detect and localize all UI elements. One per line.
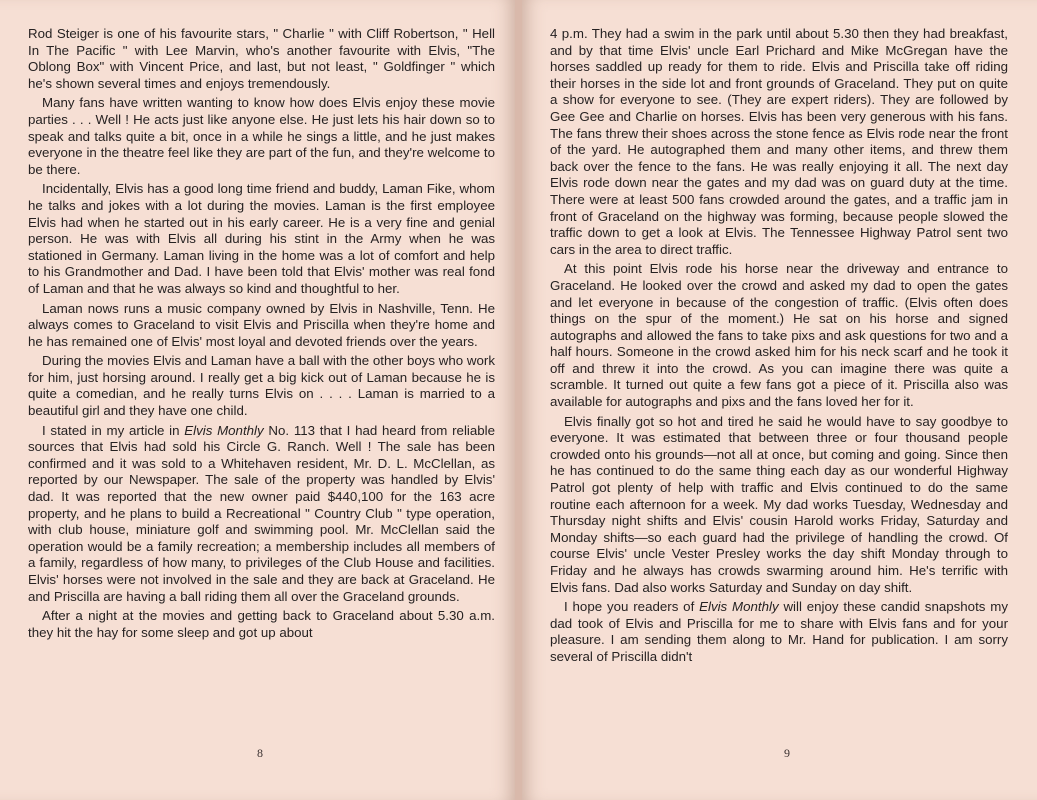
text-run: I hope you readers of (564, 599, 700, 615)
left-page (0, 0, 515, 800)
text-run: Laman nows runs a music company owned by Elvis in Nashville, Tenn. He always comes to Graceland to visit Elvis and Priscilla when they're home and he has remained one of Elvis' most loyal and devoted friends over the years. (28, 300, 495, 349)
page-number-right: 9 (784, 746, 790, 760)
left-paragraph-7 (28, 608, 495, 641)
left-paragraph-5 (28, 353, 495, 419)
text-run: Incidentally, Elvis has a good long time friend and buddy, Laman Fike, whom he talks and jokes with a lot during the movies. Laman is the first employee Elvis had when he started out in his early career. He is a very fine and genial person. He was with Elvis all during his stint in the Army when he was stationed in Germany. Laman living in the home was a lot of comfort and help to his Grandmother and Dad. I have been told that Elvis' mother was real fond of Laman and that he was always so kind and thoughtful to her. (28, 181, 495, 296)
text-run: At this point Elvis rode his horse near the driveway and entrance to Graceland. He looked over the crowd and asked my dad to open the gates and let everyone in because of the congestion of traffic. (Elvis often does things on the spur of the moment.) He sat on his horse and signed autographs and allowed the fans to take pixs and ask questions for two and a half hours. Someone in the crowd asked him for his neck scarf and he took it off and threw it into the crowd. As you can imagine there was quite a scramble. It turned out quite a few fans got a piece of it. Priscilla also was available for autographs and pixs and the fans loved her for it. (550, 261, 1008, 410)
binding-gutter (515, 0, 522, 800)
text-run: Many fans have written wanting to know how does Elvis enjoy these movie parties . . . Well ! He acts just like anyone else. He just lets his hair down so to speak and talks quite a bit, once in a while he sings a little, and he just makes everyone in the theatre feel like they are part of the fun, and they're welcome to be there. (28, 95, 495, 177)
page-number-left: 8 (257, 746, 263, 760)
left-paragraph-1 (28, 26, 495, 92)
text-run: Rod Steiger is one of his favourite stars, " Charlie " with Cliff Robertson, " Hell In The Pacific " with Lee Marvin, who's another favourite with Elvis, "The Oblong Box" with Vincent Price, and last, but not least, " Goldfinger " which he's shown several times and enjoys tremendously. (28, 26, 495, 91)
magazine-title-italic: Elvis Monthly (184, 422, 264, 438)
text-run: No. 113 that I had heard from reliable sources that Elvis had sold his Circle G. Ranch. Well ! The sale has been confirmed and it was sold to a Whitehaven resident, Mr. D. L. McClellan, as reported by our Newspaper. The sale of the property was handled by Elvis' dad. It was reported that the new owner paid $440,100 for the 163 acre property, and he plans to build a Recreational " Country Club " type operation, with club house, miniature golf and swimming pool. Mr. McClellan said the operation would be a family recreation; a membership includes all members of a family, regardless of how many, to privileges of the Club House and facilities. Elvis' horses were not involved in the sale and they are back at Graceland. He and Priscilla are having a ball riding them all over the Graceland grounds. (28, 422, 495, 604)
text-run: After a night at the movies and getting back to Graceland about 5.30 a.m. they hit the hay for some sleep and got up about (28, 608, 495, 640)
left-paragraph-3 (28, 181, 495, 297)
left-paragraph-4 (28, 301, 495, 351)
right-paragraph-4 (550, 599, 1008, 665)
right-paragraph-2 (550, 261, 1008, 410)
right-paragraph-1 (550, 26, 1008, 258)
text-run: will enjoy these candid snapshots my dad took of Elvis and Priscilla for me to share with Elvis fans and for your pleasure. I am sending them along to Mr. Hand for publication. I am sorry several of Priscilla didn't (550, 599, 1008, 664)
text-run: During the movies Elvis and Laman have a ball with the other boys who work for him, just horsing around. I really get a big kick out of Laman because he is quite a comedian, and he really turns Elvis on . . . . Laman is married to a beautiful girl and they have one child. (28, 353, 495, 419)
magazine-title-italic: Elvis Monthly (699, 599, 779, 615)
text-run: Elvis finally got so hot and tired he said he would have to say goodbye to everyone. It was estimated that between three or four thousand people crowded onto his grounds—not all at once, but coming and going. Since then he has continued to do the same thing each day as our wonderful Highway Patrol got plenty of help with traffic and Elvis continued to do the same routine each afternoon for a week. My dad works Tuesday, Wednesday and Thursday night shifts and Elvis' cousin Harold works Friday, Saturday and Monday shifts—so each guard had the privilege of handling the crowd. Of course Elvis' uncle Vester Presley works the day shift Monday through to Friday and he always has crowds swarming around him. He's terrific with Elvis fans. Dad also works Saturday and Sunday on day shift. (550, 413, 1008, 595)
left-page-body (28, 26, 495, 641)
right-page (522, 0, 1037, 800)
left-paragraph-6 (28, 423, 495, 606)
text-run: 4 p.m. They had a swim in the park until about 5.30 then they had breakfast, and by that time Elvis' uncle Earl Prichard and Mike McGregan have the horses saddled up ready for them to ride. Elvis and Priscilla take off riding their horses in the side lot and front grounds of Graceland. They put on quite a show for everyone to see. (They are expert riders). They are followed by Gee Gee and Charlie on horses. Elvis has been very generous with his fans. The fans threw their shoes across the stone fence as Elvis rode near the front of the yard. He autographed them and many other items, and threw them back over the fence to the fans. He was really enjoying it all. The next day Elvis rode down near the gates and my dad was on guard duty at the time. There were at least 500 fans crowded around the gates, and a traffic jam in front of Graceland on the highway was forming, because people slowed the traffic down to get a look at Elvis. The Tennessee Highway Patrol sent two cars in the area to direct traffic. (550, 26, 1008, 257)
right-page-body (550, 26, 1008, 666)
left-paragraph-2 (28, 95, 495, 178)
text-run: I stated in my article in (42, 422, 185, 438)
right-paragraph-3 (550, 414, 1008, 597)
